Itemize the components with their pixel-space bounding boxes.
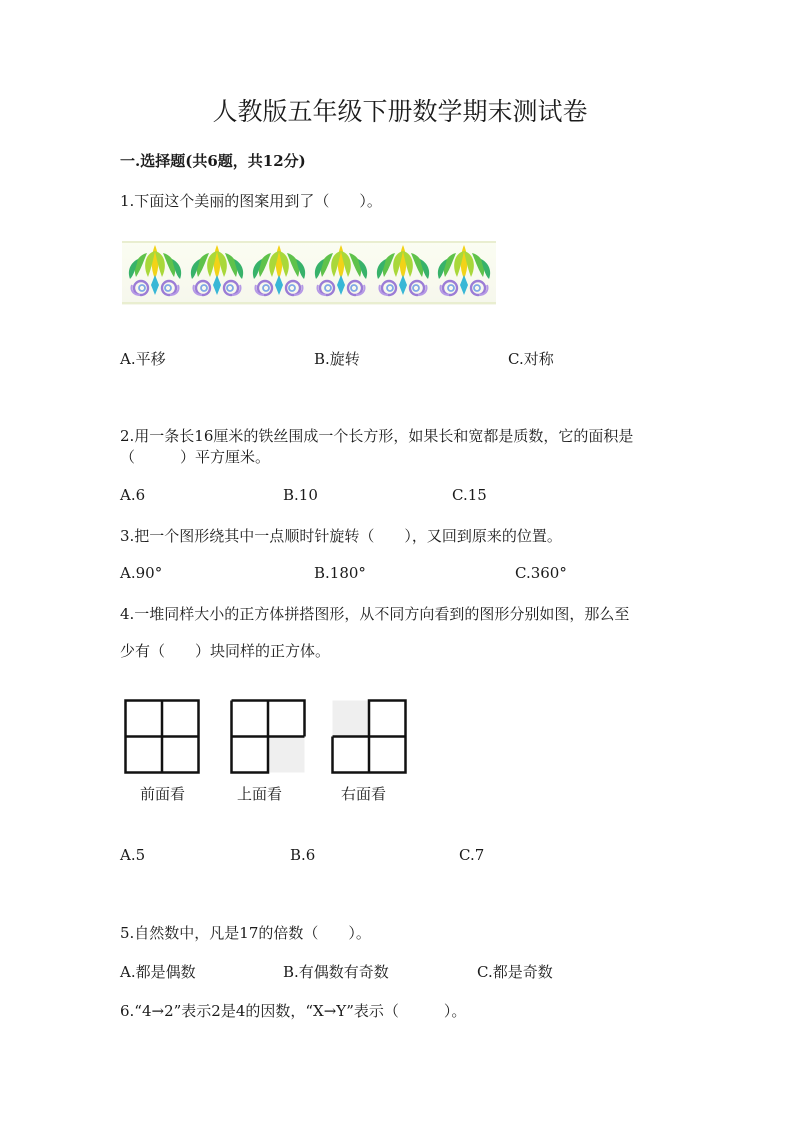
- q1-option-c: C.对称: [508, 350, 554, 368]
- q2-option-a: A.6: [120, 486, 146, 504]
- q5-option-b: B.有偶数有奇数: [283, 963, 389, 981]
- q2-option-c: C.15: [452, 486, 487, 504]
- q1-option-a: A.平移: [120, 350, 166, 368]
- q3-option-a: A.90°: [120, 564, 163, 582]
- q4-option-b: B.6: [290, 846, 316, 864]
- q1-option-b: B.旋转: [314, 350, 360, 368]
- question-5-text: 5.自然数中，凡是17的倍数（ ）。: [120, 924, 371, 942]
- front-view-figure: [124, 699, 202, 775]
- page-title: 人教版五年级下册数学期末测试卷: [212, 97, 588, 126]
- question-4-text-line2: 少有（ ）块同样的正方体。: [120, 642, 331, 660]
- q4-option-a: A.5: [120, 846, 146, 864]
- q5-option-a: A.都是偶数: [120, 963, 196, 981]
- q3-option-c: C.360°: [515, 564, 567, 582]
- q2-option-b: B.10: [283, 486, 318, 504]
- right-view-label: 右面看: [341, 785, 387, 803]
- question-2-text-line1: 2.用一条长16厘米的铁丝围成一个长方形，如果长和宽都是质数，它的面积是: [120, 427, 634, 445]
- q1-pattern-image: [122, 241, 496, 305]
- question-2-text-line2: （ ）平方厘米。: [120, 448, 271, 466]
- question-1-text: 1.下面这个美丽的图案用到了（ ）。: [120, 192, 382, 210]
- section-heading: 一.选择题(共6题，共12分): [120, 152, 306, 170]
- question-4-text-line1: 4.一堆同样大小的正方体拼搭图形，从不同方向看到的图形分别如图，那么至: [120, 605, 630, 623]
- q3-option-b: B.180°: [314, 564, 366, 582]
- question-3-text: 3.把一个图形绕其中一点顺时针旋转（ ），又回到原来的位置。: [120, 527, 562, 545]
- question-6-text: 6.“4→2”表示2是4的因数，“X→Y”表示（ ）。: [120, 1002, 467, 1020]
- top-view-label: 上面看: [237, 785, 283, 803]
- top-view-figure: [230, 699, 308, 775]
- q4-option-c: C.7: [459, 846, 485, 864]
- right-view-figure: [331, 699, 409, 775]
- q5-option-c: C.都是奇数: [477, 963, 553, 981]
- front-view-label: 前面看: [140, 785, 186, 803]
